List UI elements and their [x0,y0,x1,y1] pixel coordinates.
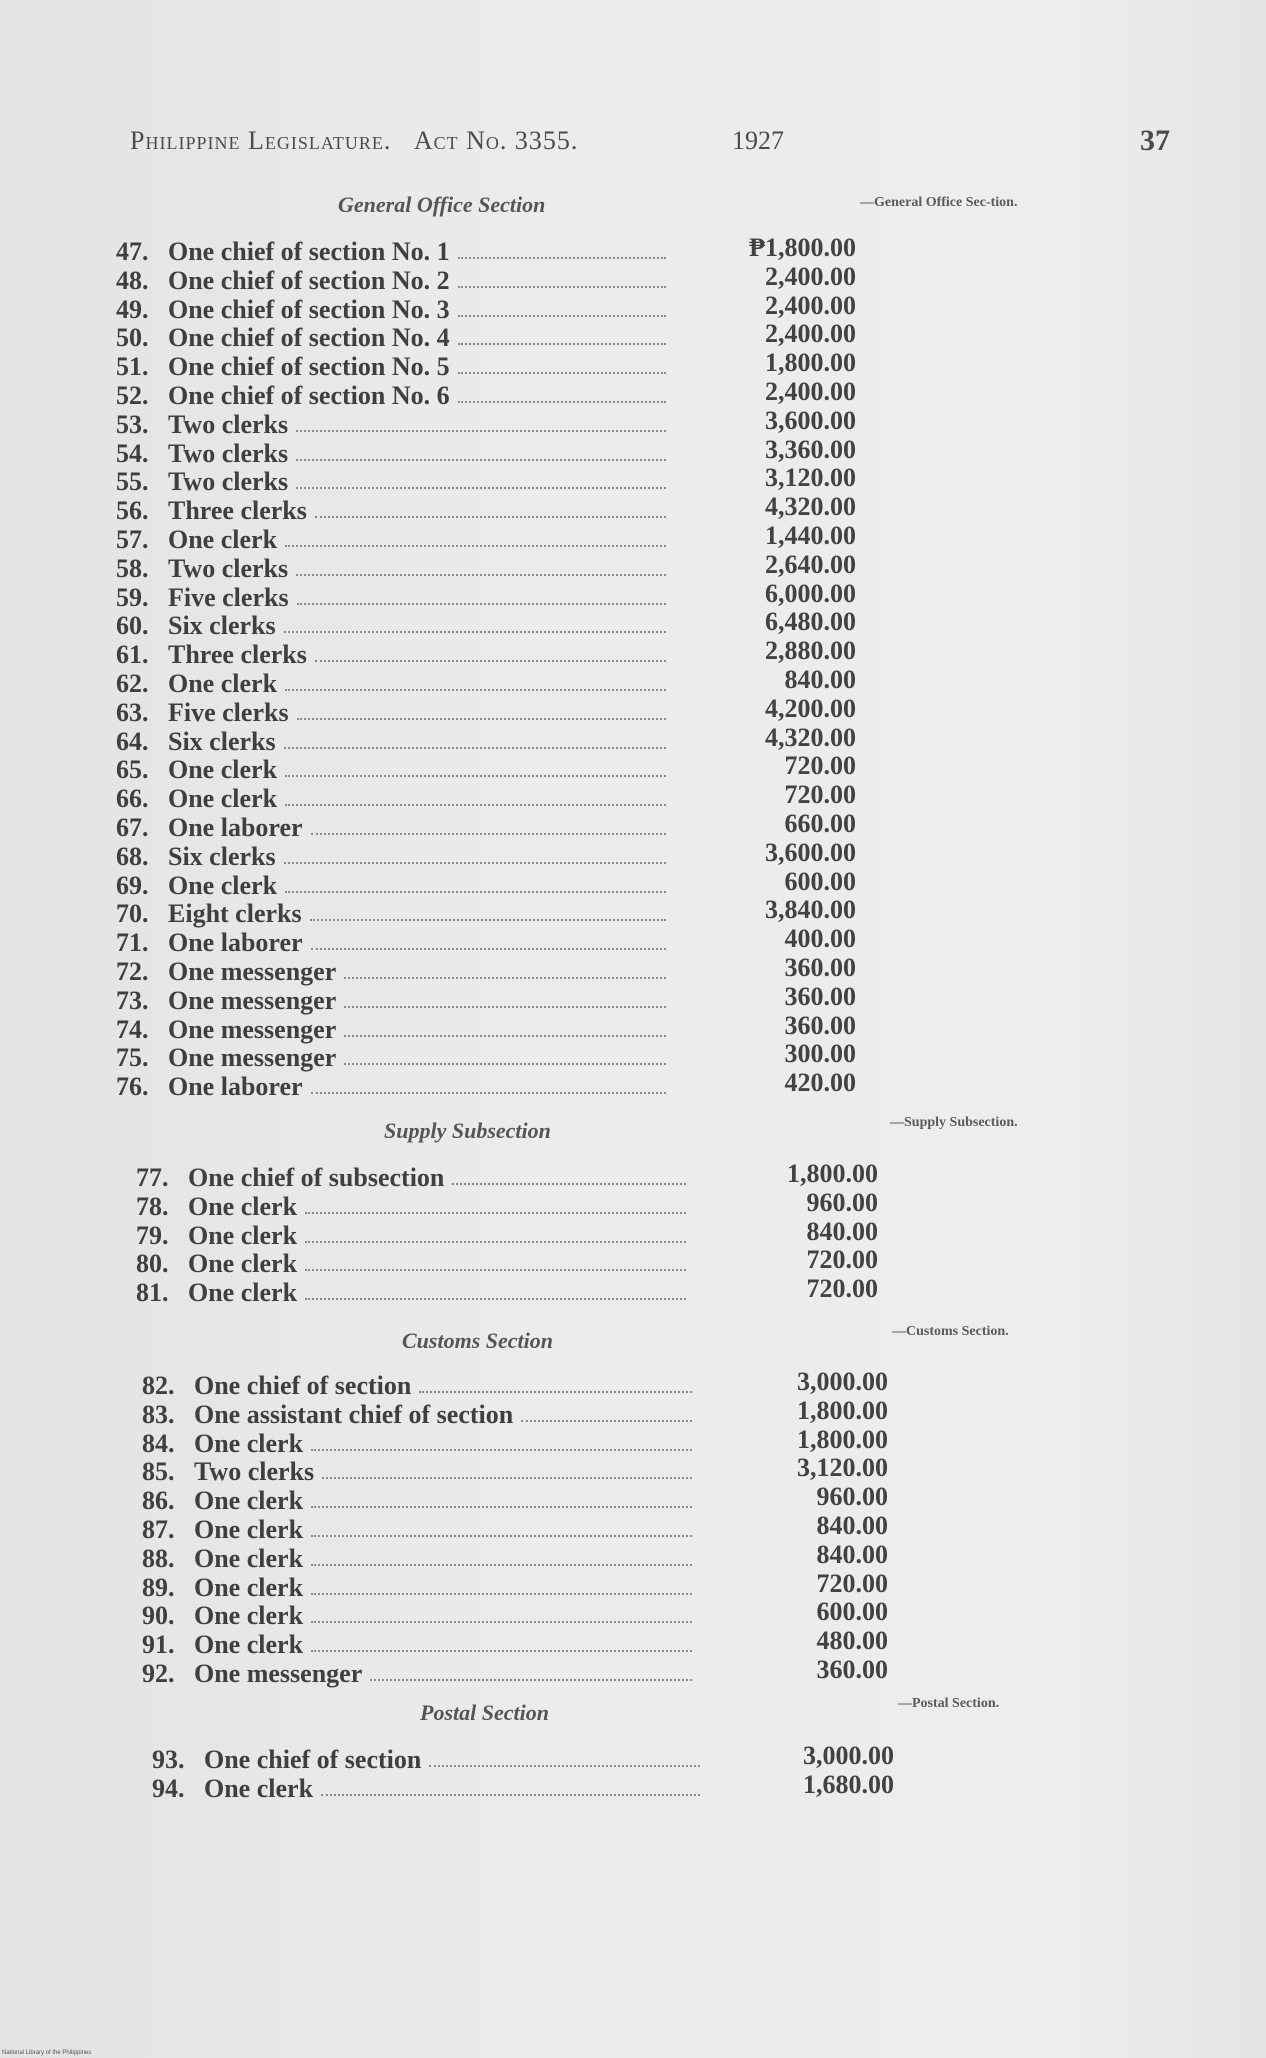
item-number: 94. [152,1773,185,1803]
item-label: Five clerks [168,582,289,612]
leader-dots [429,1765,700,1767]
item-list [152,1741,894,1804]
item-number: 59. [116,582,149,612]
item-number: 47. [116,237,149,266]
item-number: 62. [116,668,149,698]
item-amount: 2,400.00 [765,261,856,291]
leader-dots [284,862,666,864]
item-label: One clerk [188,1220,298,1250]
table-row [116,722,856,757]
item-amount: 6,480.00 [765,607,856,637]
item-label: One chief of section No. 1 [168,237,450,266]
section-title: General Office Section [338,192,546,217]
item-label: One chief of section No. 3 [168,294,450,324]
leader-dots [458,286,666,288]
item-label: One clerk [194,1601,304,1631]
item-number: 54. [116,438,149,468]
leader-dots [521,1420,692,1422]
table-row [116,751,856,785]
item-label: One chief of section No. 5 [168,352,450,382]
item-label: One clerk [194,1428,304,1458]
table-row [142,1539,888,1574]
item-amount: 720.00 [806,1245,878,1275]
item-number: 61. [116,640,149,670]
item-label: One clerk [188,1278,298,1308]
item-number: 63. [116,697,149,727]
item-amount: 1,800.00 [765,348,856,378]
table-row [116,895,856,929]
item-label: Three clerks [168,496,307,526]
item-number: 89. [142,1572,175,1602]
table-row [142,1597,888,1631]
item-amount: 2,400.00 [765,319,856,349]
item-amount: 3,120.00 [765,463,856,493]
leader-dots [344,1006,666,1008]
table-row [116,952,856,987]
leader-dots [458,315,666,317]
leader-dots [285,775,666,777]
item-amount: 360.00 [784,952,856,982]
header-legislature: Philippine Legislature. [130,126,392,155]
table-row [116,981,856,1016]
table-row [142,1626,888,1660]
table-row [116,837,856,872]
item-amount: 720.00 [784,780,856,810]
item-label: One clerk [194,1543,304,1573]
item-label: One clerk [168,870,278,900]
leader-dots [297,603,666,605]
leader-dots [311,1650,692,1652]
item-amount: 2,400.00 [765,290,856,320]
item-amount: 1,800.00 [797,1395,888,1425]
table-row [142,1482,888,1516]
item-number: 56. [116,496,149,526]
leader-dots [311,1564,692,1566]
table-row [116,434,856,469]
item-label: One laborer [168,928,303,958]
leader-dots [344,1063,666,1065]
table-row [152,1741,894,1775]
item-number: 73. [116,985,149,1015]
item-label: Eight clerks [168,899,302,929]
table-row [116,463,856,497]
item-amount: 3,840.00 [765,895,856,925]
item-number: 91. [142,1630,175,1660]
table-row [116,607,856,641]
table-row [116,1010,856,1045]
item-amount: 1,440.00 [765,520,856,550]
item-amount: 3,000.00 [803,1741,894,1770]
item-amount: 660.00 [784,808,856,838]
item-label: One clerk [194,1630,304,1660]
item-label: One laborer [168,1072,303,1102]
item-number: 71. [116,928,149,958]
item-amount: 600.00 [816,1597,888,1627]
item-number: 80. [136,1249,169,1279]
item-number: 49. [116,294,149,324]
item-number: 65. [116,755,149,785]
table-row [116,376,856,411]
item-amount: 400.00 [784,924,856,954]
table-row [116,808,856,843]
item-amount: 420.00 [784,1068,856,1098]
section-title: Customs Section [402,1328,553,1353]
leader-dots [284,631,666,633]
leader-dots [311,1506,692,1508]
item-number: 64. [116,726,149,756]
table-row [142,1568,888,1603]
item-label: One clerk [168,755,278,785]
leader-dots [344,1035,666,1037]
leader-dots [419,1391,692,1393]
page-number: 37 [1140,124,1170,157]
table-row [116,924,856,958]
item-amount: 4,320.00 [765,722,856,752]
item-amount: 840.00 [816,1539,888,1569]
item-label: One messenger [168,985,337,1015]
item-number: 55. [116,467,149,497]
item-number: 85. [142,1457,175,1487]
table-row [116,405,856,440]
table-row [116,492,856,526]
item-amount: 4,200.00 [765,693,856,723]
item-number: 48. [116,265,149,295]
item-label: Three clerks [168,640,307,670]
item-label: One laborer [168,812,303,842]
item-amount: 360.00 [784,1010,856,1040]
item-number: 70. [116,899,149,929]
item-amount: 3,600.00 [765,837,856,867]
item-number: 93. [152,1745,185,1774]
item-amount: 840.00 [806,1216,878,1246]
leader-dots [311,833,666,835]
leader-dots [284,747,666,749]
item-label: One clerk [168,668,278,698]
item-number: 82. [142,1371,175,1400]
item-amount: 6,000.00 [765,578,856,608]
table-row [116,636,856,670]
item-label: One clerk [188,1191,298,1221]
margin-note: —General Office Sec-tion. [860,195,1018,210]
item-amount: 4,320.00 [765,492,856,522]
table-row [116,549,856,584]
table-row [116,319,856,353]
item-amount: 720.00 [784,751,856,781]
header-act: Act No. 3355. [413,126,579,155]
item-number: 52. [116,380,149,410]
item-label: Two clerks [168,553,289,583]
item-label: One chief of section [204,1745,422,1774]
item-amount: 360.00 [784,981,856,1011]
item-label: One messenger [168,1043,337,1073]
table-row [142,1424,888,1459]
item-number: 50. [116,323,149,353]
leader-dots [458,401,666,403]
item-amount: 1,800.00 [797,1424,888,1454]
item-amount: ₱1,800.00 [749,233,856,262]
item-number: 81. [136,1278,169,1308]
item-list [116,233,856,1102]
table-row [142,1510,888,1545]
item-amount: 840.00 [816,1510,888,1540]
item-amount: 2,400.00 [765,376,856,406]
item-number: 67. [116,812,149,842]
item-label: Two clerks [168,409,289,439]
leader-dots [305,1269,686,1271]
item-label: One chief of section No. 2 [168,265,450,295]
item-amount: 1,680.00 [803,1769,894,1799]
table-row [142,1453,888,1487]
item-number: 57. [116,524,149,554]
item-number: 53. [116,409,149,439]
item-label: One clerk [194,1514,304,1544]
leader-dots [311,1535,692,1537]
item-label: Two clerks [194,1457,315,1487]
leader-dots [305,1298,686,1300]
leader-dots [305,1212,686,1214]
header-title-line [130,126,578,156]
section-title: Postal Section [420,1700,549,1725]
leader-dots [344,977,666,979]
leader-dots [297,718,666,720]
leader-dots [315,660,666,662]
item-label: Two clerks [168,467,289,497]
table-row [116,693,856,728]
item-number: 78. [136,1191,169,1221]
leader-dots [311,948,666,950]
margin-note: —Supply Subsection. [890,1115,1018,1130]
item-amount: 1,800.00 [787,1159,878,1188]
leader-dots [311,1449,692,1451]
item-label: Two clerks [168,438,289,468]
leader-dots [458,257,666,259]
table-row [152,1769,894,1804]
leader-dots [285,891,666,893]
item-label: One clerk [168,784,278,814]
item-amount: 960.00 [806,1187,878,1217]
item-amount: 720.00 [806,1274,878,1304]
table-row [136,1216,878,1251]
table-row [116,233,856,267]
item-number: 58. [116,553,149,583]
item-amount: 480.00 [816,1626,888,1656]
item-label: One chief of subsection [188,1163,445,1192]
item-label: One clerk [204,1773,314,1803]
item-label: Five clerks [168,697,289,727]
item-amount: 600.00 [784,866,856,896]
item-number: 60. [116,611,149,641]
item-amount: 960.00 [816,1482,888,1512]
item-number: 92. [142,1658,175,1688]
leader-dots [285,804,666,806]
item-number: 68. [116,841,149,871]
item-number: 77. [136,1163,169,1192]
item-number: 75. [116,1043,149,1073]
leader-dots [285,689,666,691]
item-label: One clerk [168,524,278,554]
leader-dots [311,1092,666,1094]
section-title: Supply Subsection [384,1118,551,1143]
item-amount: 360.00 [816,1654,888,1684]
item-amount: 720.00 [816,1568,888,1598]
table-row [116,290,856,325]
leader-dots [452,1183,686,1185]
item-list [142,1367,888,1689]
item-label: One clerk [194,1572,304,1602]
item-list [136,1159,878,1308]
leader-dots [321,1794,700,1796]
item-amount: 840.00 [784,664,856,694]
item-number: 90. [142,1601,175,1631]
item-label: One chief of section No. 6 [168,380,450,410]
table-row [136,1159,878,1193]
table-row [142,1395,888,1430]
table-row [136,1274,878,1308]
item-number: 88. [142,1543,175,1573]
item-number: 72. [116,956,149,986]
item-label: One chief of section [194,1371,412,1400]
item-label: Six clerks [168,726,276,756]
leader-dots [296,574,666,576]
item-label: One clerk [194,1486,304,1516]
leader-dots [322,1477,692,1479]
item-label: One clerk [188,1249,298,1279]
leader-dots [296,487,666,489]
table-row [116,780,856,814]
item-number: 69. [116,870,149,900]
header-year: 1927 [732,126,784,155]
item-number: 74. [116,1014,149,1044]
margin-note: —Postal Section. [898,1696,1000,1711]
item-amount: 3,600.00 [765,405,856,435]
item-amount: 3,000.00 [797,1367,888,1396]
item-amount: 3,360.00 [765,434,856,464]
item-amount: 3,120.00 [797,1453,888,1483]
leader-dots [310,919,666,921]
leader-dots [296,459,666,461]
item-label: One messenger [168,956,337,986]
table-row [116,520,856,555]
item-amount: 2,880.00 [765,636,856,666]
item-label: One assistant chief of section [194,1399,514,1429]
item-number: 84. [142,1428,175,1458]
item-label: Six clerks [168,841,276,871]
item-label: Six clerks [168,611,276,641]
table-row [116,1068,856,1102]
item-amount: 2,640.00 [765,549,856,579]
item-label: One messenger [168,1014,337,1044]
leader-dots [305,1241,686,1243]
leader-dots [458,343,666,345]
leader-dots [370,1679,692,1681]
item-number: 79. [136,1220,169,1250]
table-row [142,1654,888,1689]
leader-dots [311,1593,692,1595]
table-row [116,1039,856,1073]
item-number: 86. [142,1486,175,1516]
table-row [136,1245,878,1279]
leader-dots [311,1621,692,1623]
margin-note: —Customs Section. [892,1324,1009,1339]
item-number: 87. [142,1514,175,1544]
item-label: One chief of section No. 4 [168,323,450,353]
table-row [116,664,856,699]
library-credit: National Library of the Philippines [2,2050,92,2056]
item-number: 51. [116,352,149,382]
item-number: 76. [116,1072,149,1102]
item-number: 66. [116,784,149,814]
leader-dots [296,430,666,432]
leader-dots [285,545,666,547]
table-row [136,1187,878,1222]
table-row [142,1367,888,1401]
table-row [116,261,856,296]
table-row [116,348,856,382]
item-label: One messenger [194,1658,363,1688]
item-amount: 300.00 [784,1039,856,1069]
table-row [116,578,856,613]
table-row [116,866,856,901]
leader-dots [315,516,666,518]
leader-dots [458,372,666,374]
item-number: 83. [142,1399,175,1429]
